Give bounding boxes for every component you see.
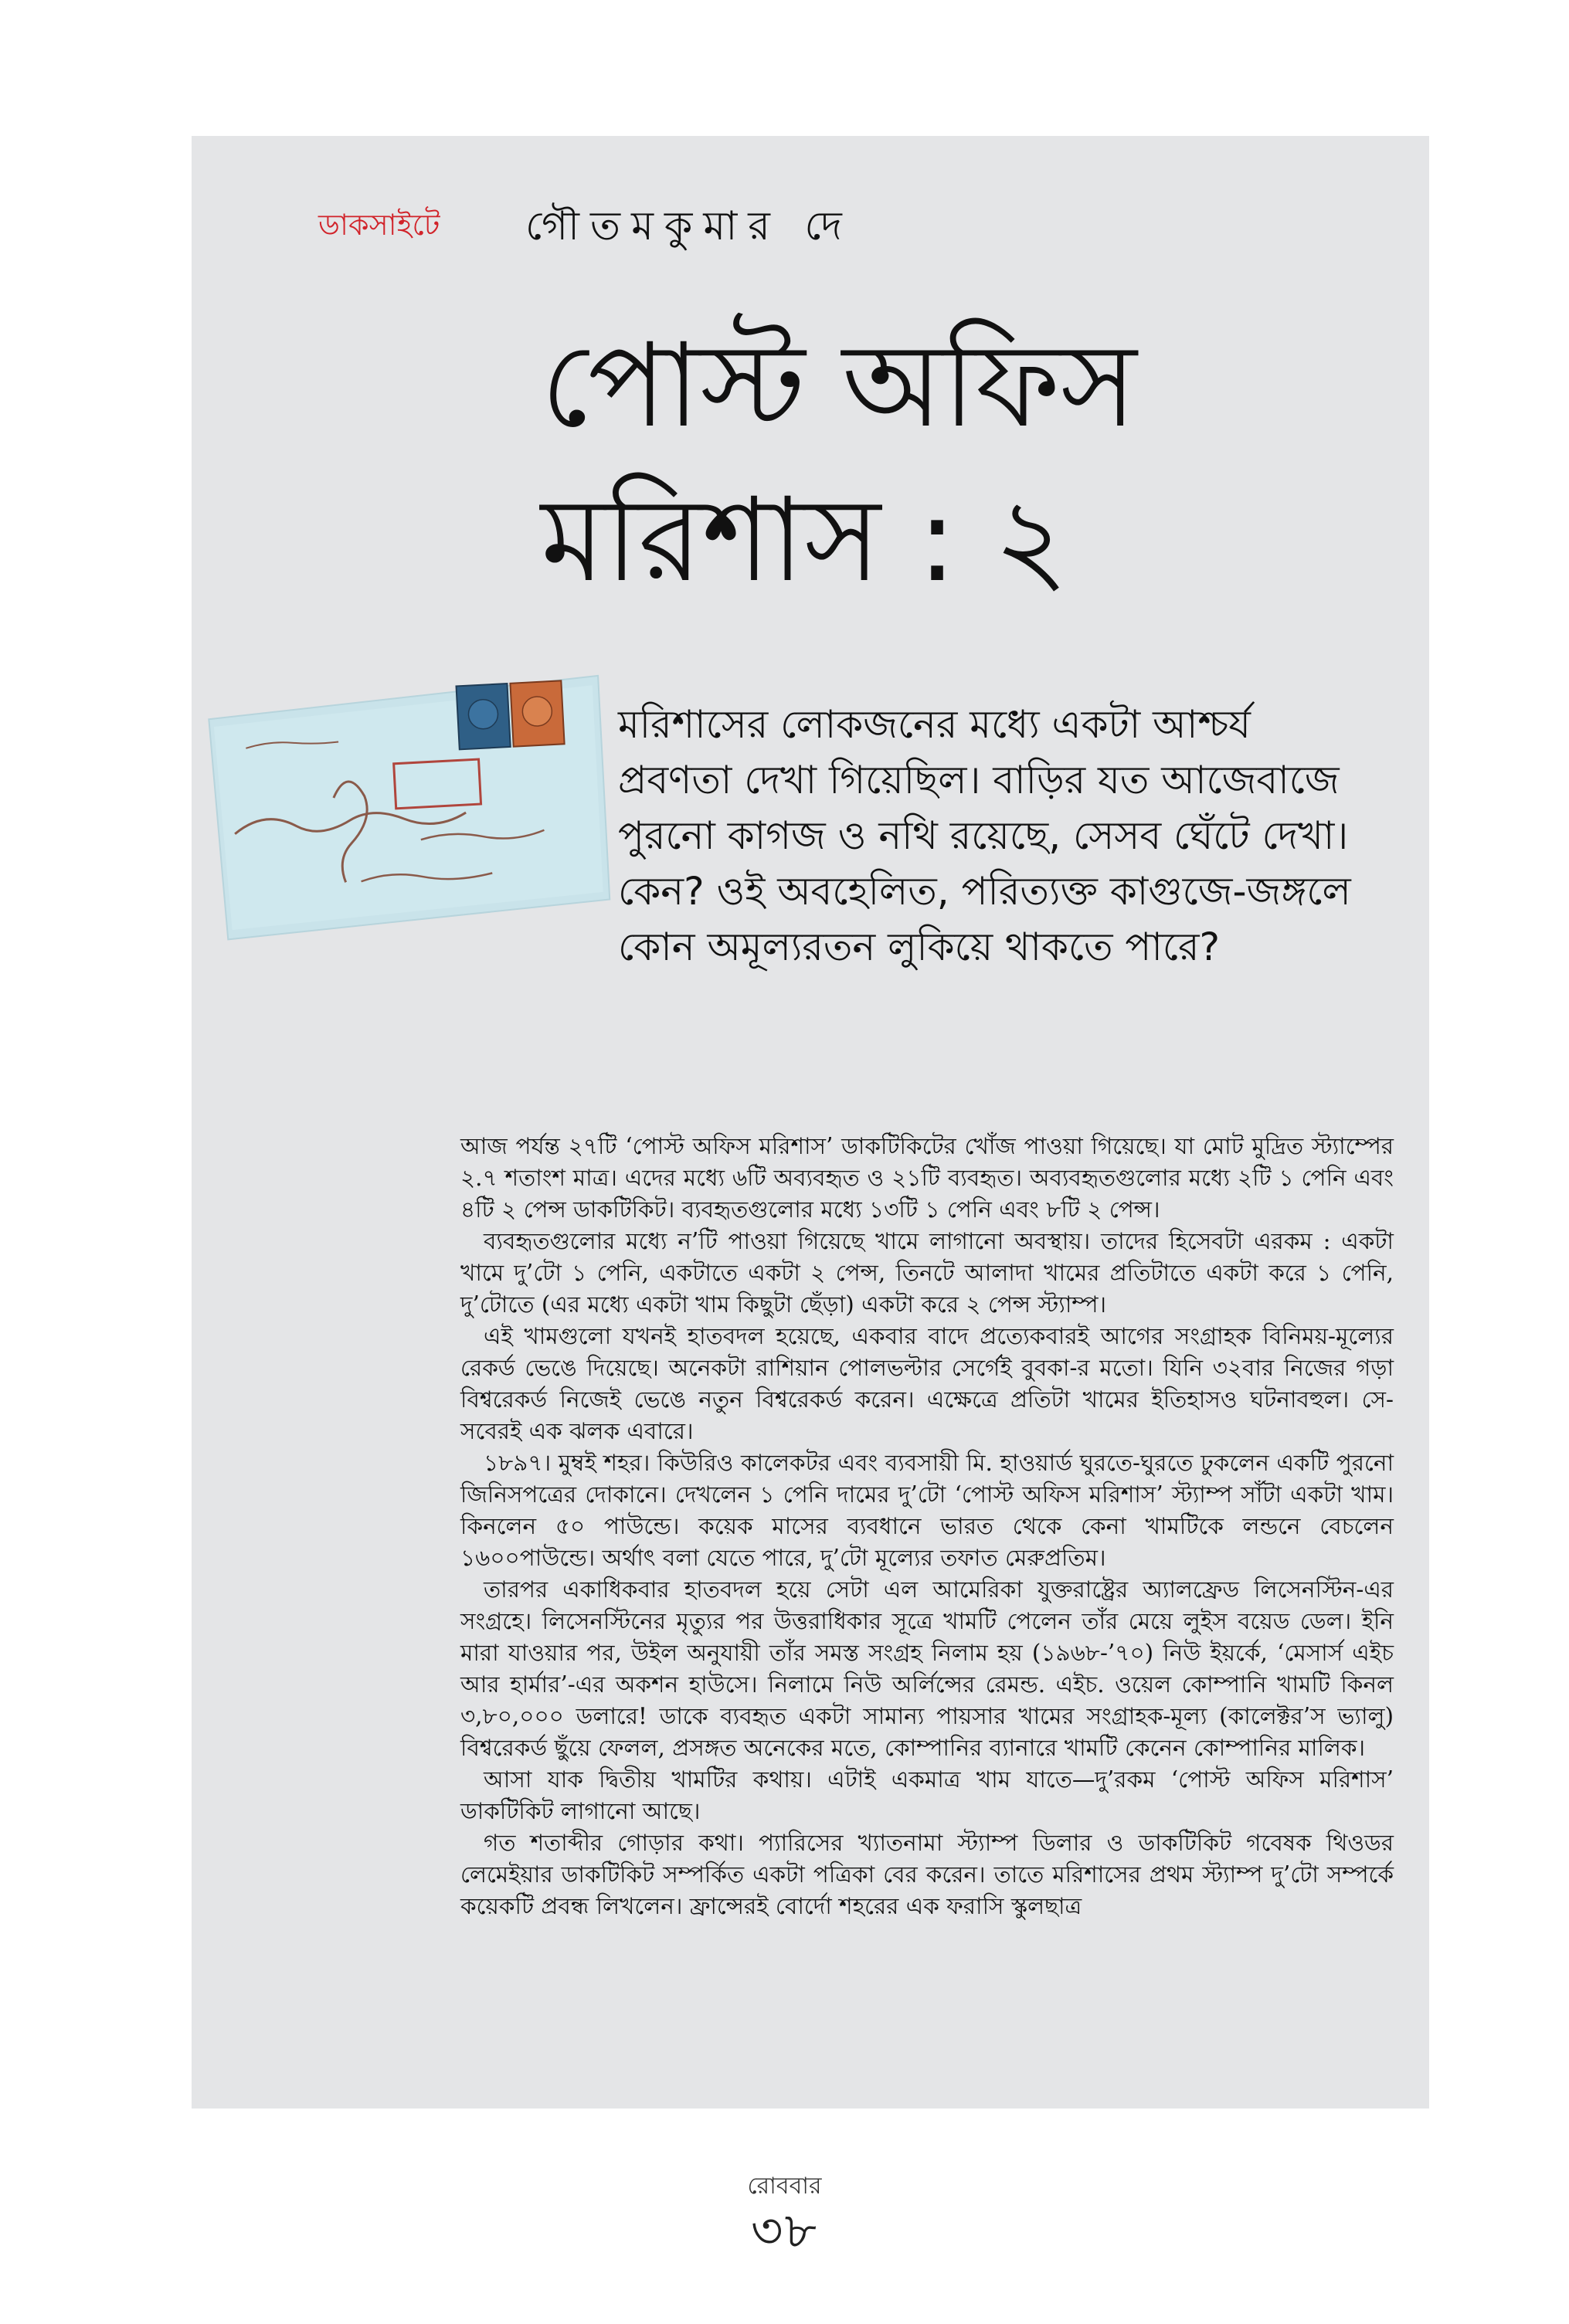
body-paragraph: গত শতাব্দীর গোড়ার কথা। প্যারিসের খ্যাতনামা স্ট্যাম্প ডিলার ও ডাকটিকিট গবেষক থিওডর লেমেইয়ার ডাকটিকিট সম্পর্কিত একটা পত্রিকা বের করেন। তাতে মরিশাসের প্রথম স্ট্যাম্প দু’টো সম্পর্কে কয়েকটি প্রবন্ধ লিখলেন। ফ্রান্সেরই বোর্দো শহরের এক ফরাসি স্কুলছাত্র bbox=[460, 1830, 1394, 1919]
lede-line: পুরনো কাগজ ও নথি রয়েছে, সেসব ঘেঁটে দেখা। bbox=[618, 813, 1349, 858]
magazine-name: রোববার bbox=[747, 2173, 822, 2200]
article-body bbox=[460, 1131, 1394, 1922]
lede-line: কোন অমূল্যরতন লুকিয়ে থাকতে পারে? bbox=[618, 925, 1220, 969]
body-paragraph: আজ পর্যন্ত ২৭টি ‘পোস্ট অফিস মরিশাস’ ডাকটিকিটের খোঁজ পাওয়া গিয়েছে। যা মোট মুদ্রিত স্ট্যাম্পের ২.৭ শতাংশ মাত্র। এদের মধ্যে ৬টি অব্যবহৃত ও ২১টি ব্যবহৃত। অব্যবহৃতগুলোর মধ্যে ২টি ১ পেনি এবং ৪টি ২ পেন্স ডাকটিকিট। ব্যবহৃতগুলোর মধ্যে ১৩টি ১ পেনি এবং ৮টি ২ পেন্স। bbox=[460, 1133, 1394, 1223]
body-paragraph: ১৮৯৭। মুম্বই শহর। কিউরিও কালেকটর এবং ব্যবসায়ী মি. হাওয়ার্ড ঘুরতে-ঘুরতে ঢুকলেন একটি পুরনো জিনিসপত্রের দোকানে। দেখলেন ১ পেনি দামের দু’টো ‘পোস্ট অফিস মরিশাস’ স্ট্যাম্প সাঁটা একটা খাম। কিনলেন ৫০ পাউন্ডে। কয়েক মাসের ব্যবধানে ভারত থেকে কেনা খামটিকে লন্ডনে বেচলেন ১৬০০পাউন্ডে। অর্থাৎ বলা যেতে পারে, দু’টো মূল্যের তফাত মেরুপ্রতিম। bbox=[460, 1450, 1394, 1571]
lede-line: মরিশাসের লোকজনের মধ্যে একটা আশ্চর্য bbox=[618, 702, 1251, 747]
title-line-2: মরিশাস : ২ bbox=[541, 473, 1069, 608]
body-paragraph: আসা যাক দ্বিতীয় খামটির কথায়। এটাই একমাত্র খাম যাতে—দু’রকম ‘পোস্ট অফিস মরিশাস’ ডাকটিকিট লাগানো আছে। bbox=[460, 1766, 1394, 1824]
envelope-image bbox=[202, 655, 612, 941]
author-name: গৌতমকুমার দে bbox=[525, 203, 853, 249]
title-line-1: পোস্ট অফিস bbox=[541, 319, 1137, 453]
body-paragraph: ব্যবহৃতগুলোর মধ্যে ন’টি পাওয়া গিয়েছে খামে লাগানো অবস্থায়। তাদের হিসেবটা এরকম : একটা খামে দু’টো ১ পেনি, একটাতে একটা ২ পেন্স, তিনটে আলাদা খামের প্রতিটাতে একটা করে ১ পেনি, দু’টোতে (এর মধ্যে একটা খাম কিছুটা ছেঁড়া) একটা করে ২ পেন্স স্ট্যাম্প। bbox=[460, 1228, 1394, 1318]
article-title bbox=[541, 309, 1391, 618]
page-number: ৩৮ bbox=[750, 2203, 819, 2260]
body-paragraph: এই খামগুলো যখনই হাতবদল হয়েছে, একবার বাদে প্রত্যেকবারই আগের সংগ্রাহক বিনিময়-মূল্যের রেকর্ড ভেঙে দিয়েছে। অনেকটা রাশিয়ান পোলভল্টার সের্গেই বুবকা-র মতো। যিনি ৩২বার নিজের গড়া বিশ্বরেকর্ড নিজেই ভেঙে নতুন বিশ্বরেকর্ড করেন। এক্ষেত্রে প্রতিটা খামের ইতিহাসও ঘটনাবহুল। সে-সবেরই এক ঝলক এবারে। bbox=[460, 1323, 1394, 1444]
lede-paragraph bbox=[618, 697, 1421, 975]
lede-line: কেন? ওই অবহেলিত, পরিত্যক্ত কাগুজে-জঙ্গলে bbox=[618, 869, 1351, 914]
section-label: ডাকসাইটে bbox=[318, 208, 440, 242]
body-paragraph: তারপর একাধিকবার হাতবদল হয়ে সেটা এল আমেরিকা যুক্তরাষ্ট্রের অ্যালফ্রেড লিসেনস্টিন-এর সংগ্রহে। লিসেনস্টিনের মৃত্যুর পর উত্তরাধিকার সূত্রে খামটি পেলেন তাঁর মেয়ে লুইস বয়েড ডেল। ইনি মারা যাওয়ার পর, উইল অনুযায়ী তাঁর সমস্ত সংগ্রহ নিলাম হয় (১৯৬৮-’৭০) নিউ ইয়র্কে, ‘মেসার্স এইচ আর হার্মার’-এর অকশন হাউসে। নিলামে নিউ অর্লিন্সের রেমন্ড. এইচ. ওয়েল কোম্পানি খামটি কিনল ৩,৮০,০০০ ডলারে! ডাকে ব্যবহৃত একটা সামান্য পায়সার খামের সংগ্রাহক-মূল্য (কালেক্টর’স ভ্যালু) বিশ্বরেকর্ড ছুঁয়ে ফেলল, প্রসঙ্গত অনেকের মতে, কোম্পানির ব্যানারে খামটি কেনেন কোম্পানির মালিক। bbox=[460, 1576, 1394, 1761]
lede-line: প্রবণতা দেখা গিয়েছিল। বাড়ির যত আজেবাজে bbox=[618, 758, 1340, 802]
